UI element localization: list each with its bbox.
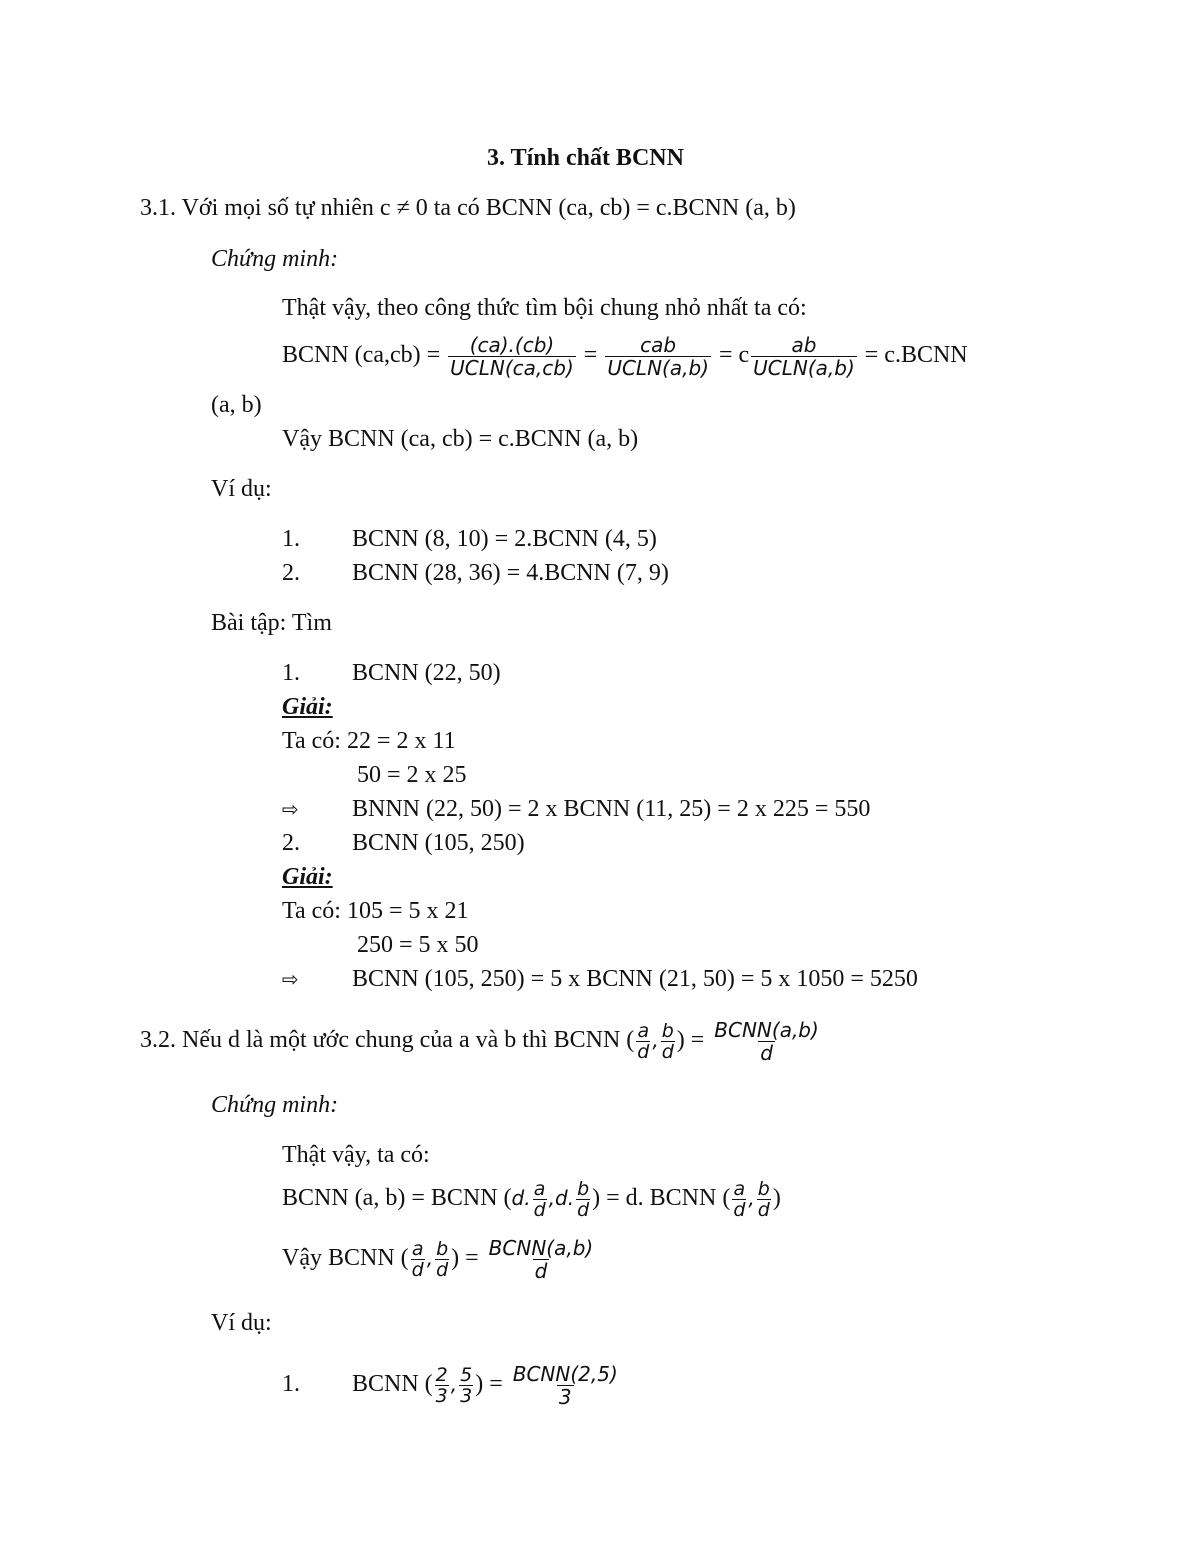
d-dot: d.: [511, 1186, 531, 1210]
exercise-text: BCNN (22, 50): [352, 660, 501, 686]
arrow-right-icon: ⇨: [282, 967, 299, 991]
solution-line: Ta có: 105 = 5 x 21: [282, 898, 469, 924]
numerator: 5: [460, 1363, 473, 1386]
solution-line: 50 = 2 x 25: [357, 762, 467, 788]
fraction-a-over-d: [636, 1021, 650, 1062]
example-text: BCNN (8, 10) = 2.BCNN (4, 5): [352, 526, 657, 552]
fraction-1: [448, 334, 576, 379]
conclusion-text: Vậy BCNN (: [282, 1245, 409, 1271]
example-item: [282, 524, 657, 554]
example-text: BCNN (28, 36) = 4.BCNN (7, 9): [352, 560, 669, 586]
fraction-2-numerator: cab: [640, 332, 677, 357]
solution-result: [282, 964, 918, 994]
close-equals: ) =: [676, 1027, 705, 1053]
fraction-bcnn-over-d: [487, 1237, 596, 1282]
close-equals: ) =: [475, 1371, 503, 1397]
equals-sign: =: [583, 342, 598, 368]
example-number: 2.: [282, 560, 300, 586]
fraction-3: [751, 334, 857, 379]
fraction-a-over-d: [732, 1179, 746, 1220]
fraction-b-over-d: [757, 1179, 771, 1220]
formula-text: BCNN (a, b) = BCNN (: [282, 1185, 512, 1211]
numerator: b: [661, 1019, 674, 1042]
statement-text: 3.2. Nếu d là một ước chung của a và b thì BCNN (: [140, 1027, 635, 1053]
fraction-5-over-3: [459, 1365, 473, 1406]
fraction-2-denominator: UCLN(a,b): [607, 355, 709, 380]
comma-d-dot: ,d.: [548, 1186, 575, 1210]
example-item: [282, 558, 669, 588]
denominator: d: [534, 1258, 548, 1283]
page-title: 3. Tính chất BCNN: [487, 145, 684, 171]
denominator: 3: [435, 1384, 448, 1407]
fraction-1-numerator: (ca).(cb): [469, 332, 555, 357]
proof-intro: Thật vậy, ta có:: [282, 1142, 430, 1168]
fraction-b-over-d: [435, 1239, 449, 1280]
solution-line: 250 = 5 x 50: [357, 932, 479, 958]
solution-result: [282, 794, 870, 824]
exercise-item: [282, 828, 525, 858]
numerator: BCNN(a,b): [714, 1017, 819, 1042]
denominator: d: [733, 1198, 746, 1221]
solution-label: Giải:: [282, 694, 333, 720]
conclusion: Vậy BCNN (ca, cb) = c.BCNN (a, b): [282, 426, 639, 452]
fraction-b-over-d: [576, 1179, 590, 1220]
comma: ,: [426, 1246, 434, 1270]
denominator: d: [533, 1198, 546, 1221]
formula-end: = c.BCNN: [864, 342, 968, 368]
formula-lhs: BCNN (ca,cb) =: [282, 342, 441, 368]
close-paren: ): [772, 1185, 781, 1211]
denominator: d: [661, 1040, 674, 1063]
proof-intro: Thật vậy, theo công thức tìm bội chung nhỏ nhất ta có:: [282, 295, 807, 321]
close-equals: ) =: [451, 1245, 479, 1271]
numerator: 2: [435, 1363, 448, 1386]
formula-text: ) = d. BCNN (: [592, 1185, 731, 1211]
denominator: d: [436, 1258, 449, 1281]
proof-label: Chứng minh:: [211, 246, 339, 272]
numerator: a: [533, 1177, 546, 1200]
fraction-3-denominator: UCLN(a,b): [753, 355, 855, 380]
example-item: [282, 1354, 622, 1414]
proof-conclusion: [282, 1228, 597, 1288]
exercise-text: BCNN (105, 250): [352, 830, 525, 856]
denominator: d: [760, 1040, 773, 1065]
example-label: Ví dụ:: [211, 476, 272, 502]
fraction-a-over-d: [533, 1179, 547, 1220]
exercise-number: 1.: [282, 660, 300, 686]
denominator: 3: [558, 1384, 572, 1409]
numerator: b: [757, 1177, 770, 1200]
numerator: a: [637, 1019, 650, 1042]
equals-c: = c: [718, 342, 750, 368]
exercise-number: 2.: [282, 830, 300, 856]
property-3-2-statement: [140, 1010, 823, 1070]
numerator: BCNN(2,5): [512, 1361, 618, 1386]
fraction-1-denominator: UCLN(ca,cb): [450, 355, 574, 380]
solution-label: Giải:: [282, 864, 333, 890]
example-label: Ví dụ:: [211, 1310, 272, 1336]
formula-line: [282, 325, 968, 385]
proof-formula: [282, 1168, 781, 1228]
fraction-result: [511, 1363, 620, 1408]
numerator: a: [411, 1237, 424, 1260]
comma: ,: [450, 1372, 458, 1396]
property-3-1-statement: 3.1. Với mọi số tự nhiên c ≠ 0 ta có BCNN (ca, cb) = c.BCNN (a, b): [140, 195, 796, 221]
fraction-b-over-d: [661, 1021, 675, 1062]
numerator: BCNN(a,b): [488, 1235, 594, 1260]
comma: ,: [748, 1186, 755, 1210]
formula-wrap: (a, b): [211, 392, 262, 418]
denominator: d: [757, 1198, 770, 1221]
denominator: d: [637, 1040, 650, 1063]
result-text: BNNN (22, 50) = 2 x BCNN (11, 25) = 2 x 225 = 550: [352, 796, 871, 822]
example-number: 1.: [282, 526, 300, 552]
denominator: d: [577, 1198, 590, 1221]
proof-label: Chứng minh:: [211, 1092, 339, 1118]
exercise-item: [282, 658, 501, 688]
numerator: a: [733, 1177, 746, 1200]
denominator: d: [411, 1258, 424, 1281]
fraction-2-over-3: [435, 1365, 449, 1406]
denominator: 3: [460, 1384, 473, 1407]
fraction-2: [605, 334, 711, 379]
result-text: BCNN (105, 250) = 5 x BCNN (21, 50) = 5 x 1050 = 5250: [352, 966, 918, 992]
exercise-label: Bài tập: Tìm: [211, 610, 332, 636]
example-number: 1.: [282, 1371, 300, 1397]
fraction-3-numerator: ab: [791, 332, 817, 357]
fraction-bcnn-over-d: [712, 1019, 821, 1064]
comma: ,: [652, 1028, 659, 1052]
example-text: BCNN (: [352, 1371, 433, 1397]
fraction-a-over-d: [411, 1239, 425, 1280]
solution-line: Ta có: 22 = 2 x 11: [282, 728, 456, 754]
numerator: b: [436, 1237, 449, 1260]
arrow-right-icon: ⇨: [282, 797, 299, 821]
numerator: b: [577, 1177, 590, 1200]
